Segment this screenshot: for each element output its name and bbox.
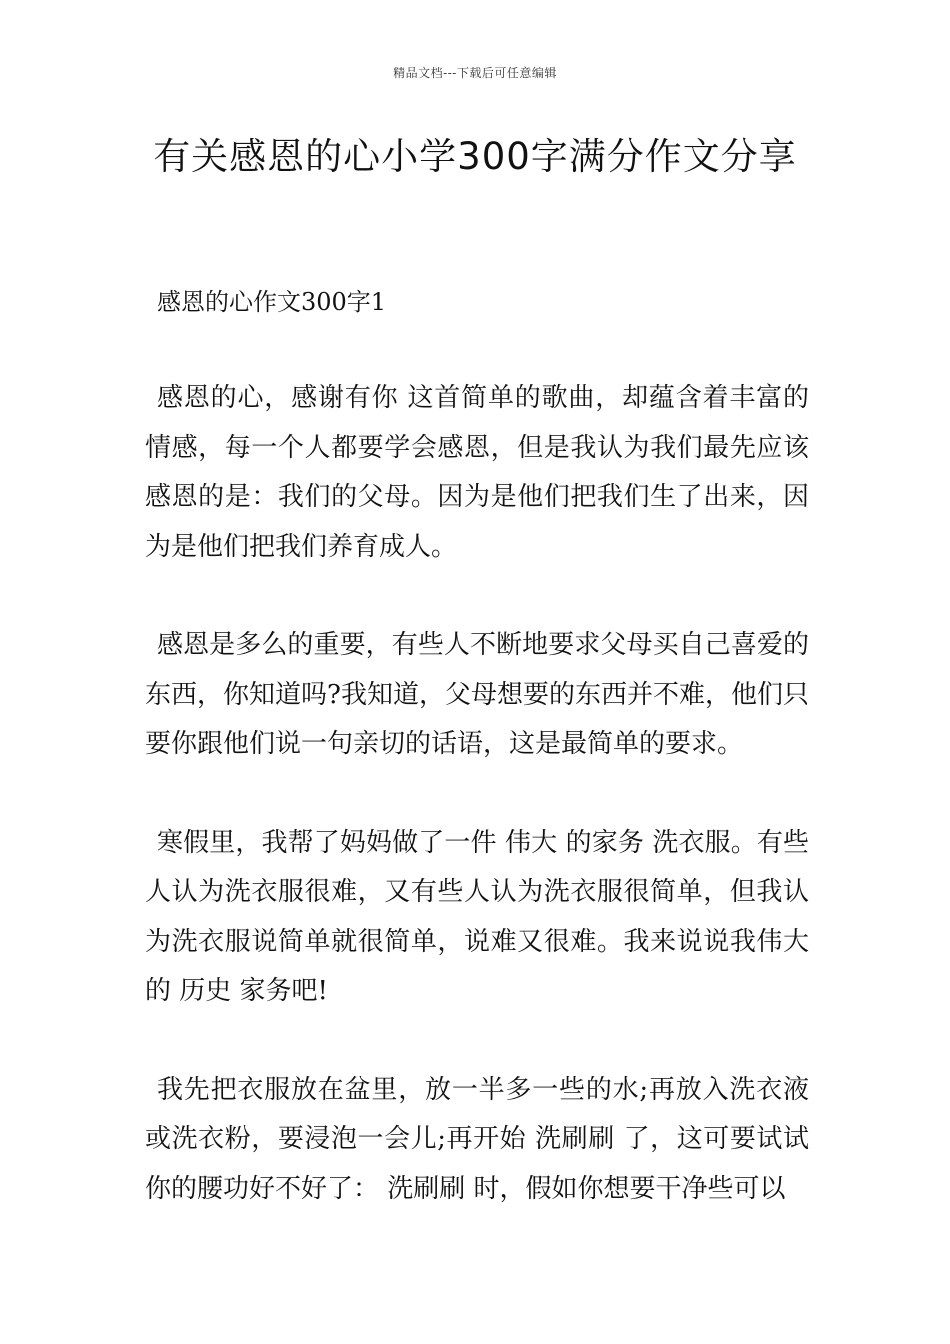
paragraph-3: 寒假里，我帮了妈妈做了一件 伟大 的家务 洗衣服。有些人认为洗衣服很难，又有些人认为洗衣服很简单，但我认为洗衣服说简单就很简单，说难又很难。我来说说我伟大的 历史 家务吧!	[145, 827, 809, 1006]
header-note: 精品文档---下载后可任意编辑	[393, 66, 557, 80]
paragraph-1: 感恩的心，感谢有你 这首简单的歌曲，却蕴含着丰富的情感，每一个人都要学会感恩，但是我认为我们最先应该感恩的是：我们的父母。因为是他们把我们生了出来，因为是他们把我们养育成人。	[145, 383, 809, 562]
section-subtitle: 感恩的心作文300字1	[157, 288, 387, 316]
paragraph-4: 我先把衣服放在盆里，放一半多一些的水;再放入洗衣液或洗衣粉，要浸泡一会儿;再开始 洗刷刷 了，这可要试试你的腰功好不好了： 洗刷刷 时，假如你想要干净些可以	[145, 1074, 809, 1204]
document-title: 有关感恩的心小学300字满分作文分享	[153, 135, 797, 178]
document-body	[145, 374, 809, 1263]
paragraph-2: 感恩是多么的重要，有些人不断地要求父母买自己喜爱的东西，你知道吗?我知道，父母想要的东西并不难，他们只要你跟他们说一句亲切的话语，这是最简单的要求。	[145, 630, 809, 759]
